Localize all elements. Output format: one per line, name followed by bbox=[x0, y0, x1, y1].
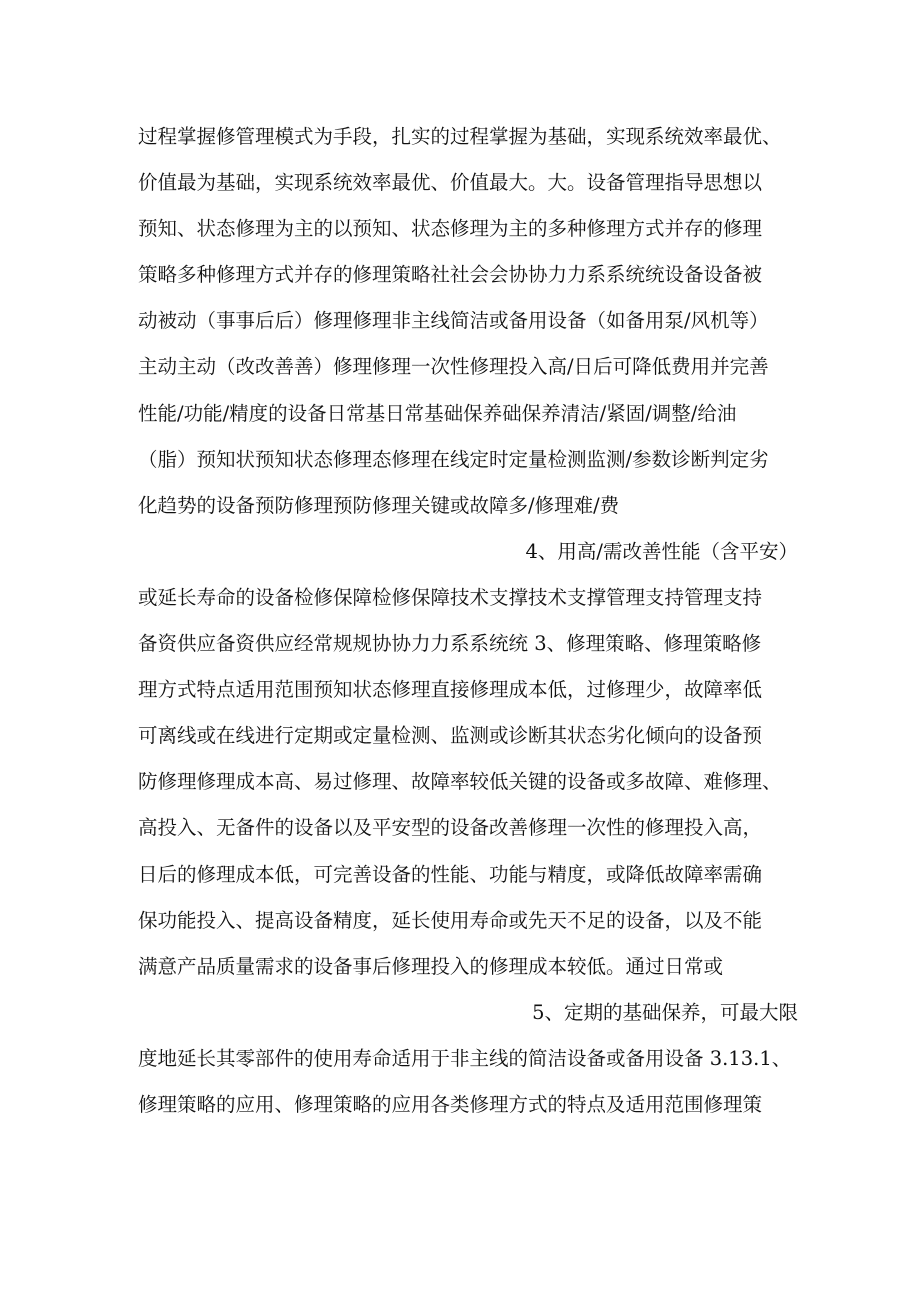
text-line: 高投入、无备件的设备以及平安型的设备改善修理一次性的修理投入高， bbox=[138, 816, 763, 840]
section-heading-5: 5、定期的基础保养，可最大限 bbox=[532, 1000, 798, 1024]
text-line: 日后的修理成本低，可完善设备的性能、功能与精度，或降低故障率需确 bbox=[138, 862, 763, 886]
text-line: 化趋势的设备预防修理预防修理关键或故障多/修理难/费 bbox=[138, 493, 620, 517]
text-line: 主动主动（改改善善）修理修理一次性修理投入高/日后可降低费用并完善 bbox=[138, 355, 769, 379]
text-line: 预知、状态修理为主的以预知、状态修理为主的多种修理方式并存的修理 bbox=[138, 217, 763, 241]
text-line: 动被动（事事后后）修理修理非主线简洁或备用设备（如备用泵/风机等） bbox=[138, 309, 769, 333]
text-line: （脂）预知状预知状态修理态修理在线定时定量检测监测/参数诊断判定劣 bbox=[138, 447, 769, 471]
text-line: 满意产品质量需求的设备事后修理投入的修理成本较低。通过日常或 bbox=[138, 954, 724, 978]
text-line: 防修理修理成本高、易过修理、故障率较低关键的设备或多故障、难修理、 bbox=[138, 770, 782, 794]
text-line: 或延长寿命的设备检修保障检修保障技术支撑技术支撑管理支持管理支持 bbox=[138, 585, 763, 609]
text-line: 备资供应备资供应经常规规协协力力系系统统 3、修理策略、修理策略修 bbox=[138, 632, 762, 656]
body-text bbox=[138, 114, 798, 1128]
section-heading-4: 4、用高/需改善性能（含平安） bbox=[525, 539, 798, 563]
text-line: 价值最为基础，实现系统效率最优、价值最大。大。设备管理指导思想以 bbox=[138, 171, 763, 195]
text-line: 保功能投入、提高设备精度，延长使用寿命或先天不足的设备，以及不能 bbox=[138, 908, 763, 932]
text-line: 策略多种修理方式并存的修理策略社社会会协协力力系系统统设备设备被 bbox=[138, 263, 763, 287]
text-line: 可离线或在线进行定期或定量检测、监测或诊断其状态劣化倾向的设备预 bbox=[138, 724, 763, 748]
text-line: 修理策略的应用、修理策略的应用各类修理方式的特点及适用范围修理策 bbox=[138, 1092, 763, 1116]
text-line: 过程掌握修管理模式为手段，扎实的过程掌握为基础，实现系统效率最优、 bbox=[138, 125, 782, 148]
text-line: 理方式特点适用范围预知状态修理直接修理成本低，过修理少，故障率低 bbox=[138, 678, 763, 702]
text-line: 度地延长其零部件的使用寿命适用于非主线的简洁设备或备用设备 3.13.1、 bbox=[138, 1046, 792, 1070]
text-line: 性能/功能/精度的设备日常基日常基础保养础保养清洁/紧固/调整/给油 bbox=[138, 401, 737, 425]
